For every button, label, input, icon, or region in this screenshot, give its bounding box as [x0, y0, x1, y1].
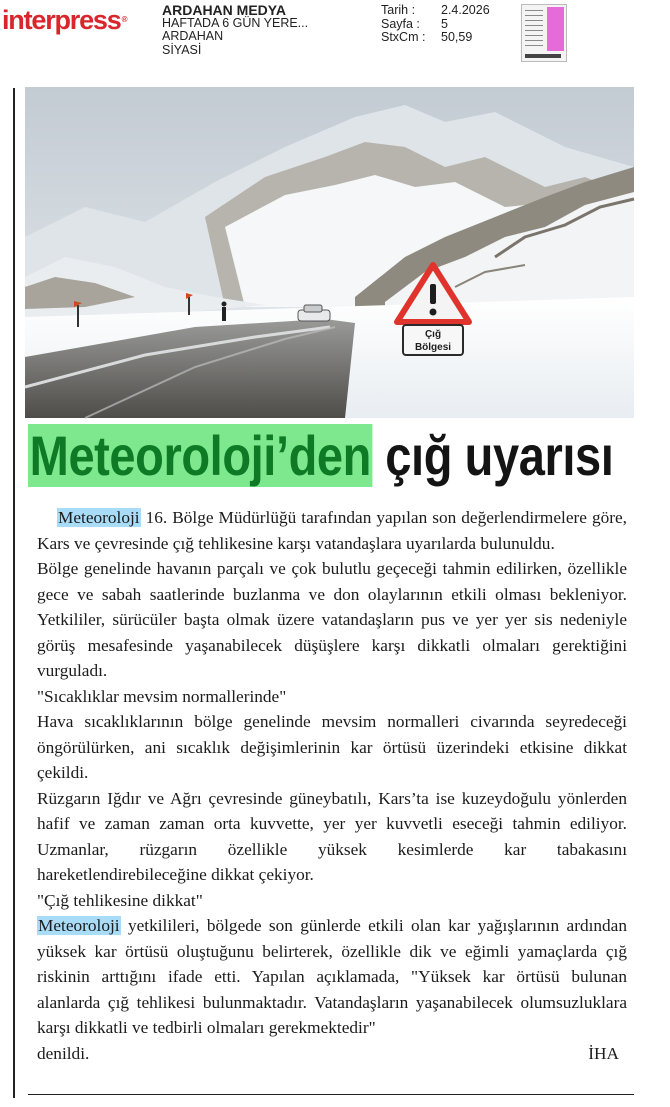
- meta-key: Tarih :: [381, 3, 416, 17]
- meta-row-date: [381, 4, 490, 18]
- sign-line-2: Bölgesi: [414, 342, 452, 353]
- meta-row-page: [381, 18, 490, 32]
- article-body: [37, 505, 627, 1066]
- registered-mark: ®: [121, 15, 127, 24]
- meta-row-stxcm: [381, 31, 490, 45]
- paragraph-3: Hava sıcaklıklarının bölge genelinde mevsim normalleri civarında seyredeceği öngörülürken, ani sıcaklık değişimlerinin kar örtüsü üzerindeki etkisine dikkat çekildi.: [37, 712, 627, 782]
- interpress-logo: [2, 6, 126, 34]
- closing-line: [37, 1041, 627, 1067]
- paragraph-1: [37, 505, 627, 556]
- publication-category: SİYASİ: [162, 42, 202, 57]
- subheading-avalanche: "Çığ tehlikesine dikkat": [37, 890, 203, 910]
- paragraph-5-end: denildi.: [37, 1043, 90, 1063]
- meta-value: 50,59: [441, 30, 473, 44]
- left-column-rule: [13, 88, 15, 1098]
- article-headline: [28, 424, 614, 492]
- meta-value: 2.4.2026: [441, 3, 490, 17]
- meta-key: Sayfa :: [381, 16, 420, 31]
- highlighted-keyword: Meteoroloji: [38, 916, 120, 935]
- page-thumbnail-icon[interactable]: [521, 4, 567, 62]
- news-agency-signature: İHA: [588, 1043, 619, 1063]
- paragraph-1-text: 16. Bölge Müdürlüğü tarafından yapılan son değerlendirmelere göre, Kars ve çevresinde çığ tehlikesine karşı vatandaşlara uyarılarda bulunuldu.: [37, 508, 627, 553]
- bottom-rule: [28, 1094, 634, 1095]
- paragraph-5-text: yetkilileri, bölgede son günlerde etkili olan kar yağışlarının ardından yüksek kar örtüsü oluştuğunu belirterek, özellikle dik ve eğimli yamaçlarda çığ riskinin arttığını ifade etti. Yapılan açıklamada, "Yüksek kar örtüsü bulunan alanlarda çığ tehlikesi bulunmaktadır. Vatandaşların yaşanabilecek olumsuzluklara karşı dikkatli ve tedbirli olmaları gerekmektedir": [37, 916, 627, 1037]
- meta-key: StxCm :: [381, 30, 426, 44]
- publication-frequency: HAFTADA 6 GÜN YERE...: [162, 16, 309, 31]
- publication-info: [162, 4, 377, 57]
- paragraph-4: Rüzgarın Iğdır ve Ağrı çevresinde güneybatılı, Kars’ta ise kuzeydoğulu yönlerden hafif ve zaman zaman orta kuvvette, yer yer kuvvetli eseceği tahmin ediliyor. Uzmanlar, rüzgarın özellikle yüksek kesimlerde kar tabakasını hareketlendirebileceğine dikkat çekiyor.: [37, 788, 627, 884]
- sign-line-1: Çığ: [424, 329, 442, 340]
- logo-text: interpress: [2, 5, 121, 35]
- highlighted-keyword: Meteoroloji: [58, 508, 140, 527]
- publication-city: ARDAHAN: [162, 29, 224, 44]
- headline-rest: çığ uyarısı: [385, 424, 614, 487]
- headline-highlighted: Meteoroloji’den: [29, 424, 371, 487]
- article-photo: [25, 87, 634, 418]
- paragraph-5: [37, 913, 627, 1041]
- paragraph-2: Bölge genelinde havanın parçalı ve çok bulutlu geçeceği tahmin edilirken, özellikle gece ve sabah saatlerinde buzlanma ve don olaylarının etkili olması bekleniyor. Yetkililer, sürücüler başta olmak üzere vatandaşların pus ve yer yer sis nedeniyle görüş mesafesinde yaşanabilecek düşüşlere karşı dikkatli olmaları gerektiğini vurguladı.: [37, 559, 627, 680]
- clipping-meta: [381, 4, 490, 45]
- publication-name: ARDAHAN MEDYA: [162, 2, 286, 18]
- subheading-temperatures: "Sıcaklıklar mevsim normallerinde": [37, 686, 287, 706]
- snowy-mountain-road-photo: [25, 87, 634, 418]
- meta-value: 5: [441, 16, 448, 31]
